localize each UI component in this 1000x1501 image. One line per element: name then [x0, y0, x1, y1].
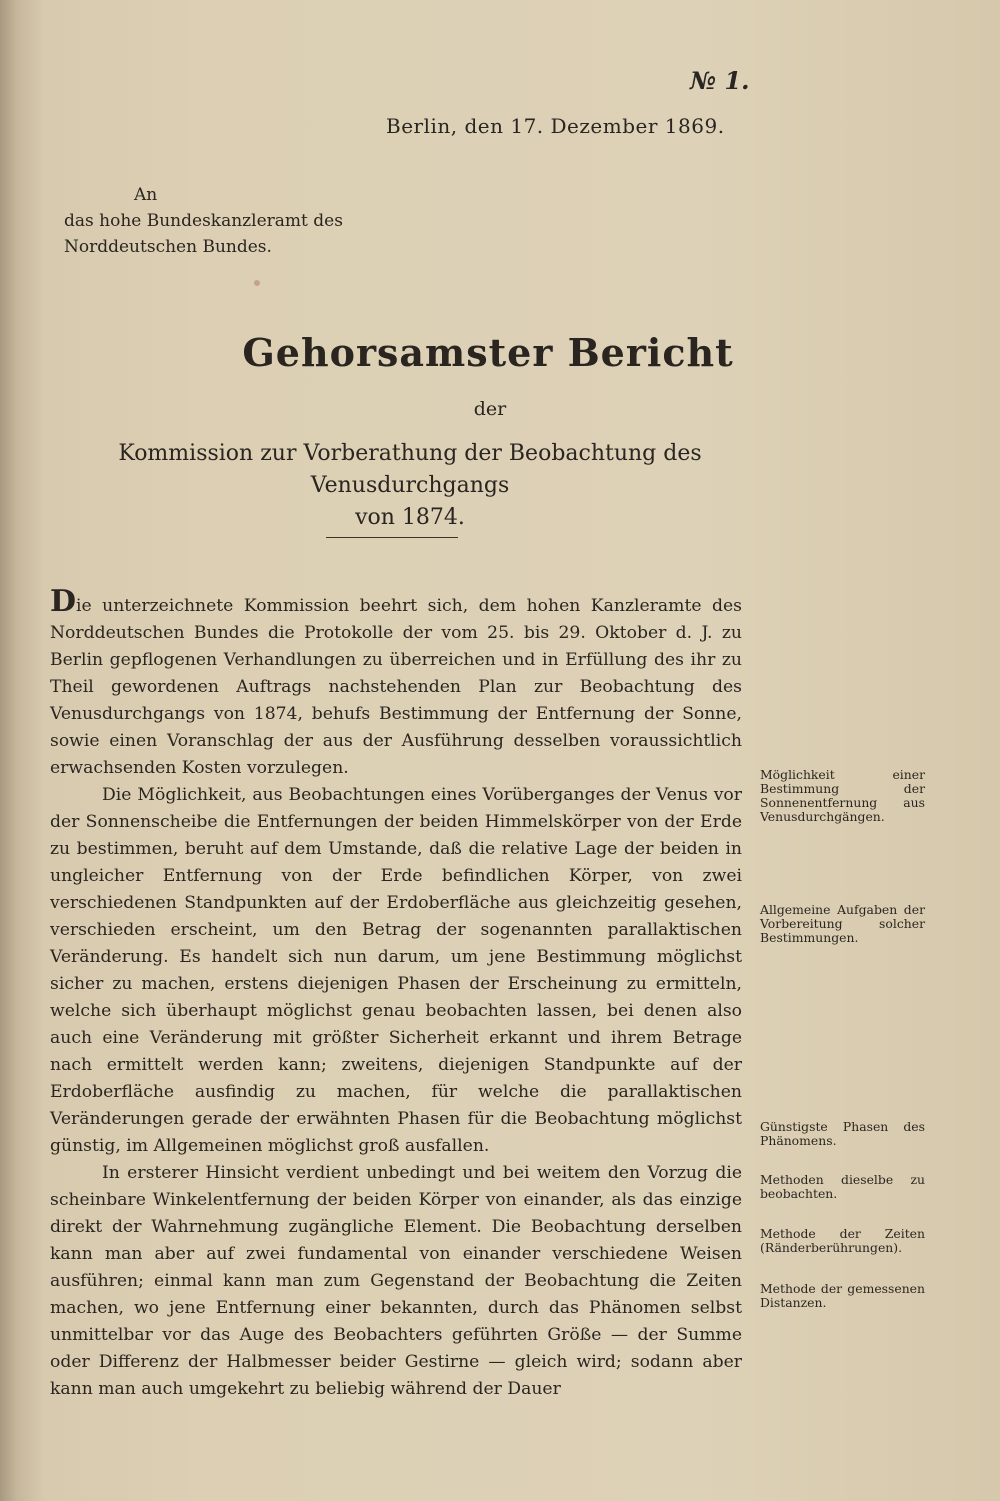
- margin-note: Methode der Zeiten (Ränderberührungen).: [760, 1226, 925, 1255]
- body-text: [50, 584, 742, 1403]
- subtitle-line: Kommission zur Vorberathung der Beobachtung des Venusdurchgangs: [118, 441, 702, 498]
- title-der: der: [473, 398, 507, 420]
- ink-dot: [254, 280, 260, 286]
- margin-note: Günstigste Phasen des Phänomens.: [760, 1119, 925, 1148]
- paragraph: In ersterer Hinsicht verdient unbedingt und bei weitem den Vorzug die scheinbare Winkelentfernung der beiden Körper von einander, als das einzige direkt der Wahrnehmung zugängliche Element. Die Beobachtung derselben kann man aber auf zwei fundamental von einander verschiedene Weisen ausführen; einmal kann man zum Gegenstand der Beobachtung die Zeiten machen, wo jene Entfernung einer bekannten, durch das Phänomen selbst unmittelbar vor das Auge des Beobachters geführten Größe — der Summe oder Differenz der Halbmesser beider Gestirne — gleich wird; sodann aber kann man auch umgekehrt zu beliebig während der Dauer: [50, 1163, 742, 1399]
- subtitle-line: von 1874.: [355, 505, 465, 530]
- address-line: An: [134, 185, 158, 205]
- dateline: Berlin, den 17. Dezember 1869.: [386, 114, 725, 138]
- paragraph: Die Möglichkeit, aus Beobachtungen eines Vorüberganges der Venus vor der Sonnenscheibe die Entfernungen der beiden Himmelskörper von der Erde zu bestimmen, beruht auf dem Umstande, daß die relative Lage der beiden in ungleicher Entfernung von der Erde befindlichen Körper, von zwei verschiedenen Standpunkten auf der Erdoberfläche aus gleichzeitig gesehen, verschieden erscheint, um den Betrag der sogenannten parallaktischen Veränderung. Es handelt sich nun darum, um jene Bestimmung möglichst sicher zu machen, erstens diejenigen Phasen der Erscheinung zu ermitteln, welche sich überhaupt möglichst genau beobachten lassen, bei denen also auch eine Veränderung mit größter Sicherheit erkannt und ihrem Betrage nach ermittelt werden kann; zweitens, diejenigen Standpunkte auf der Erdoberfläche ausfindig zu machen, für welche die parallaktischen Veränderungen gerade der erwähnten Phasen für die Beobachtung möglichst günstig, im Allgemeinen möglichst groß ausfallen.: [50, 785, 742, 1156]
- report-title: Gehorsamster Bericht: [242, 330, 734, 375]
- divider-rule: [326, 537, 458, 538]
- margin-note: Methode der gemessenen Distanzen.: [760, 1281, 925, 1310]
- margin-note: Allgemeine Aufgaben der Vorbereitung solcher Bestimmungen.: [760, 902, 925, 945]
- report-subtitle: [60, 438, 760, 534]
- address-block: [64, 182, 343, 260]
- margin-note: Möglichkeit einer Bestimmung der Sonnenentfernung aus Venusdurchgängen.: [760, 767, 925, 824]
- initial-letter: D: [50, 584, 77, 619]
- paragraph: Die unterzeichnete Kommission beehrt sich, dem hohen Kanzleramte des Norddeutschen Bundes die Protokolle der vom 25. bis 29. Oktober d. J. zu Berlin gepflogenen Verhandlungen zu überreichen und in Erfüllung des ihr zu Theil gewordenen Auftrags nachstehenden Plan zur Beobachtung des Venusdurchgangs von 1874, behufs Bestimmung der Entfernung der Sonne, sowie einen Voranschlag der aus der Ausführung desselben voraussichtlich erwachsenden Kosten vorzulegen.: [50, 584, 742, 778]
- address-line: Norddeutschen Bundes.: [64, 237, 272, 257]
- address-line: das hohe Bundeskanzleramt des: [64, 211, 343, 231]
- page-number: № 1.: [690, 66, 750, 95]
- margin-note: Methoden dieselbe zu beobachten.: [760, 1172, 925, 1201]
